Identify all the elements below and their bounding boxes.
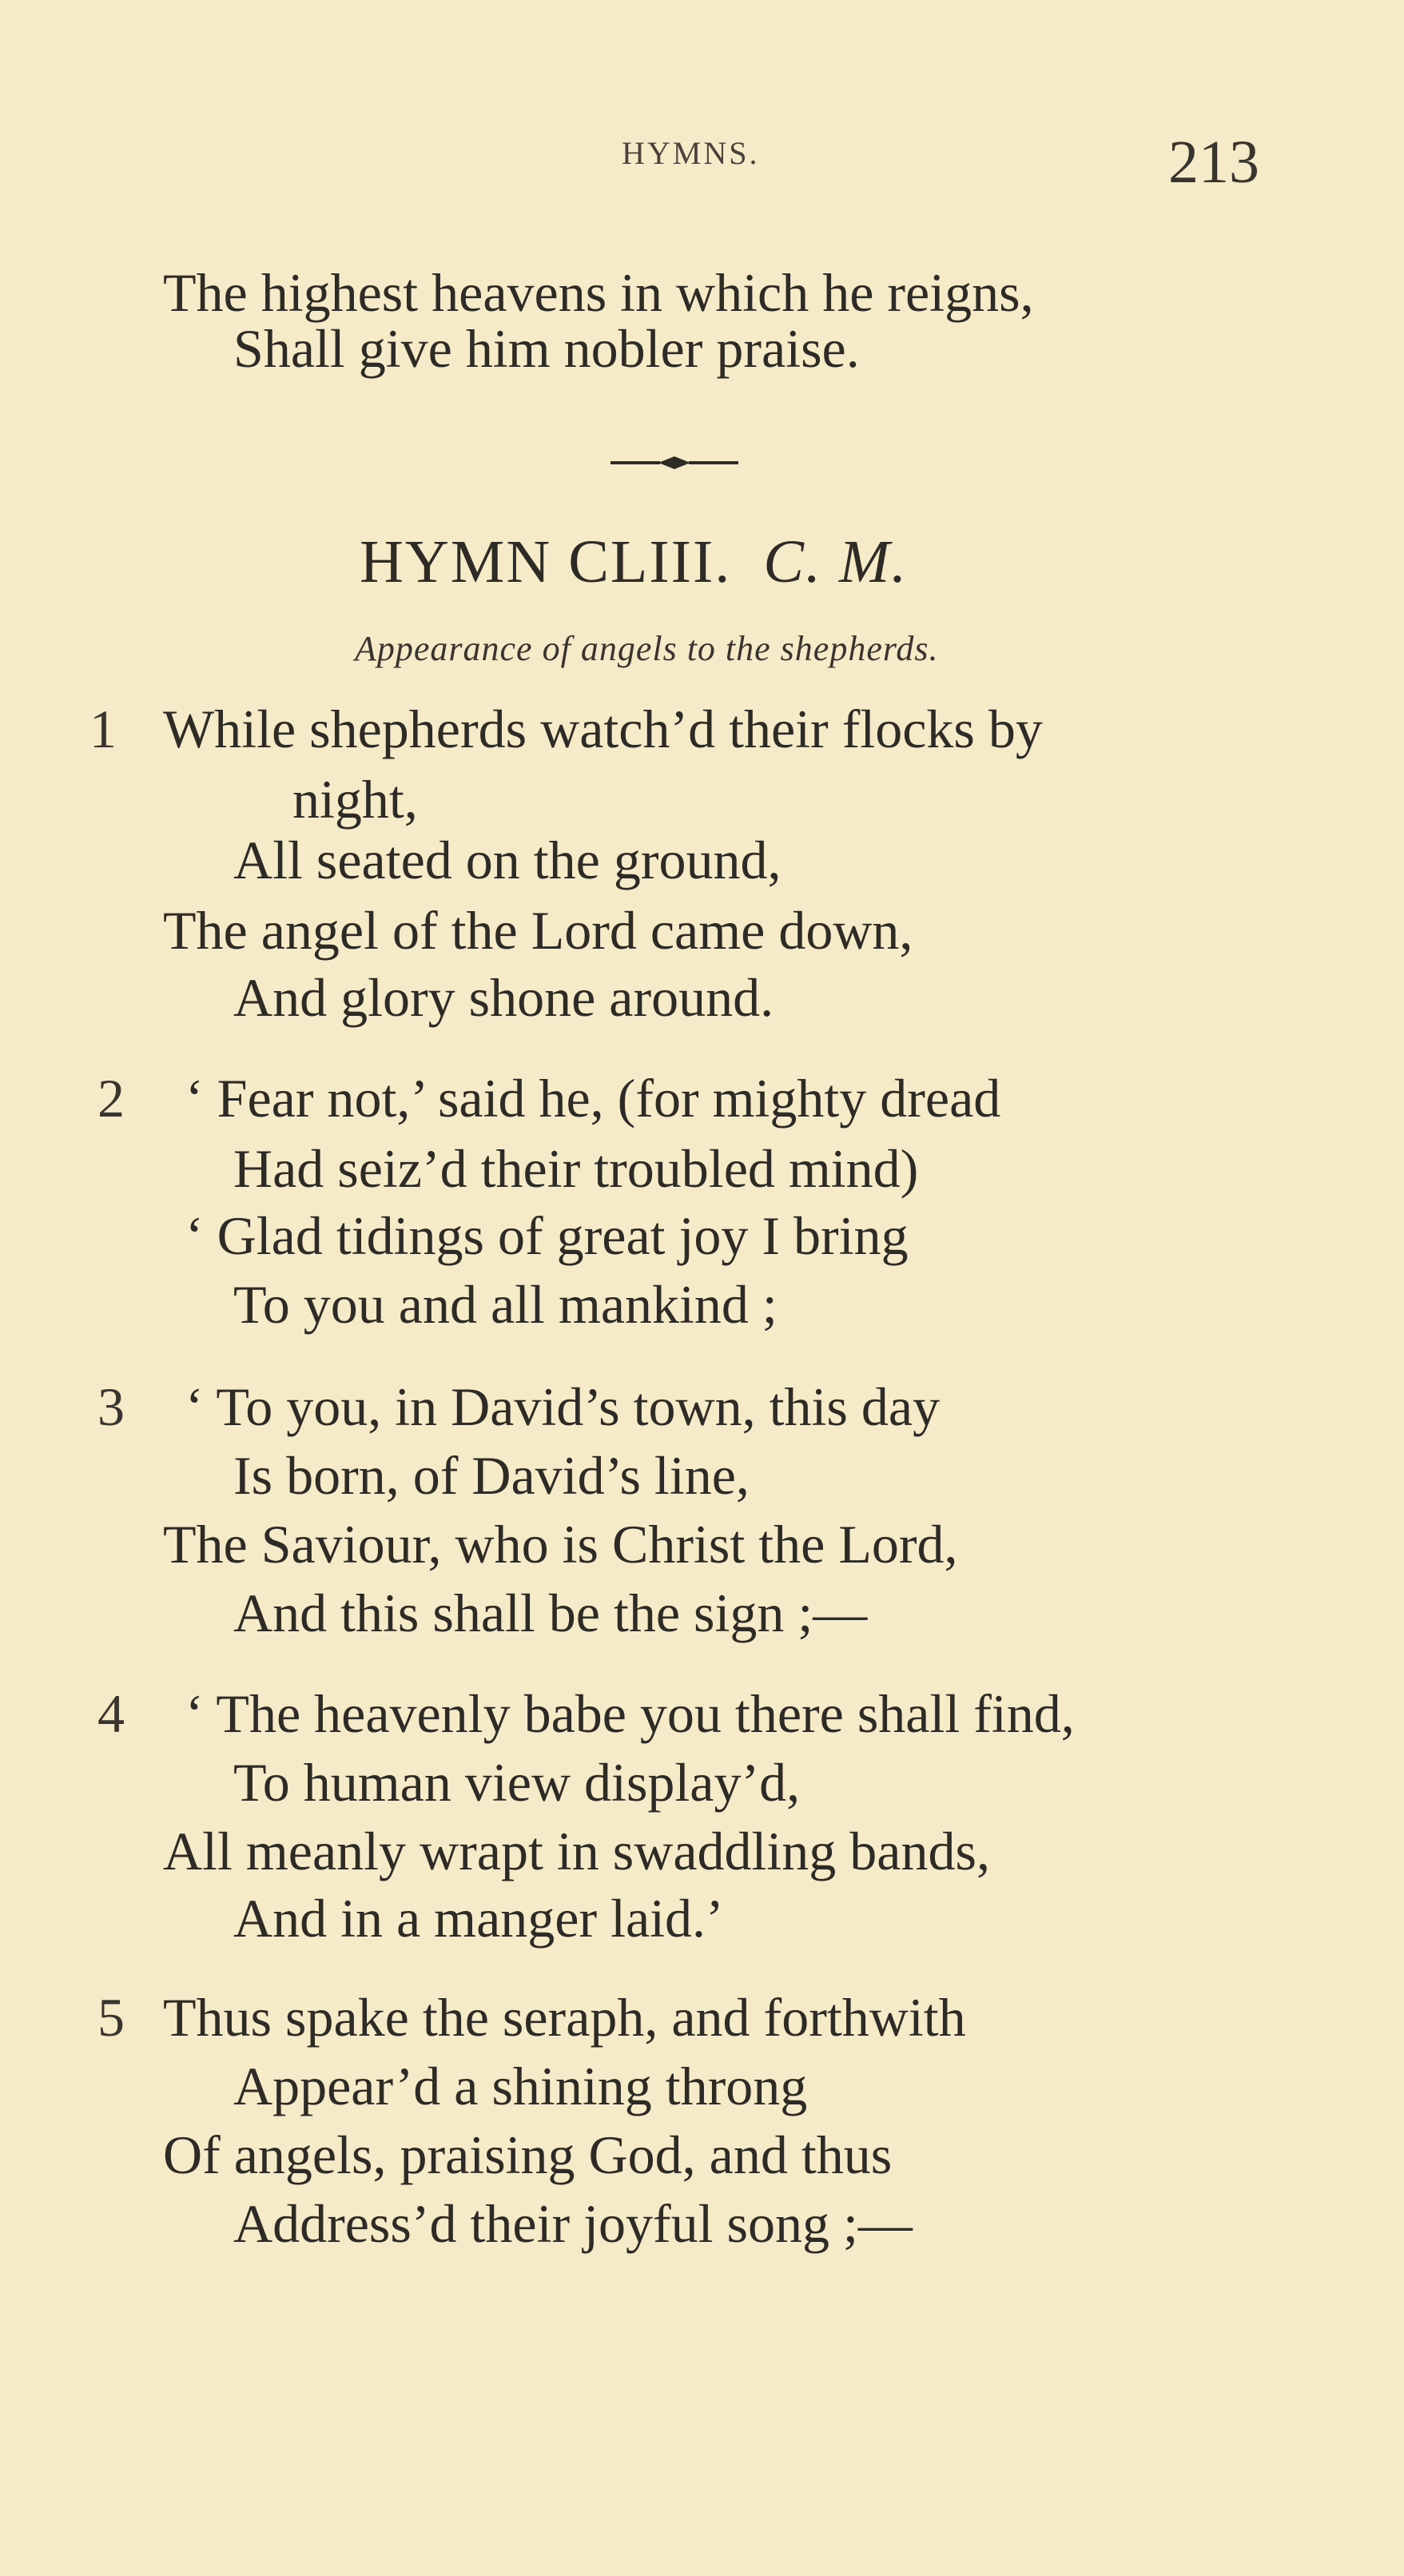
verse-number: 2 <box>97 1068 125 1129</box>
verse-line: All seated on the ground, <box>233 830 782 890</box>
verse-line: ‘ To you, in David’s town, this day <box>185 1376 941 1437</box>
hymn-subtitle: Appearance of angels to the shepherds. <box>355 629 939 668</box>
verse-line: ‘ The heavenly babe you there shall find, <box>185 1683 1075 1744</box>
verse-number: 4 <box>97 1683 125 1744</box>
verse-number: 3 <box>97 1376 125 1437</box>
running-head: HYMNS. <box>622 135 760 171</box>
hymn-number: HYMN CLIII. <box>360 528 732 595</box>
hymn-title <box>360 528 908 597</box>
verse-line: To you and all mankind ; <box>233 1274 778 1335</box>
verse-line: The Saviour, who is Christ the Lord, <box>163 1514 958 1575</box>
hymn-meter: C. M. <box>763 528 909 595</box>
verse-line: Thus spake the seraph, and forthwith <box>163 1987 966 2048</box>
verse-line: Address’d their joyful song ;— <box>233 2193 913 2254</box>
verse-line: Of angels, praising God, and thus <box>163 2124 893 2185</box>
verse-line: ‘ Fear not,’ said he, (for mighty dread <box>185 1068 1001 1129</box>
verse-number: 5 <box>97 1987 125 2048</box>
verse-line: And glory shone around. <box>233 967 774 1028</box>
page-number: 213 <box>1168 129 1259 196</box>
verse-line: While shepherds watch’d their flocks by <box>163 699 1043 759</box>
ornament-divider <box>611 453 738 472</box>
verse-line: To human view display’d, <box>233 1752 801 1813</box>
verse-line: And in a manger laid.’ <box>233 1888 724 1949</box>
verse-line: Is born, of David’s line, <box>233 1445 750 1506</box>
verse-line: Appear’d a shining throng <box>233 2056 808 2116</box>
verse-line: ‘ Glad tidings of great joy I bring <box>185 1205 909 1266</box>
verse-number: 1 <box>89 699 117 759</box>
verse-line: Had seiz’d their troubled mind) <box>233 1138 919 1199</box>
verse-line: The angel of the Lord came down, <box>163 900 913 961</box>
verse-line: night, <box>292 769 418 830</box>
verse-line: All meanly wrapt in swaddling bands, <box>163 1821 990 1881</box>
verse-line: And this shall be the sign ;— <box>233 1583 868 1643</box>
carryover-line: Shall give him nobler praise. <box>233 318 860 379</box>
carryover-line: The highest heavens in which he reigns, <box>163 262 1034 323</box>
